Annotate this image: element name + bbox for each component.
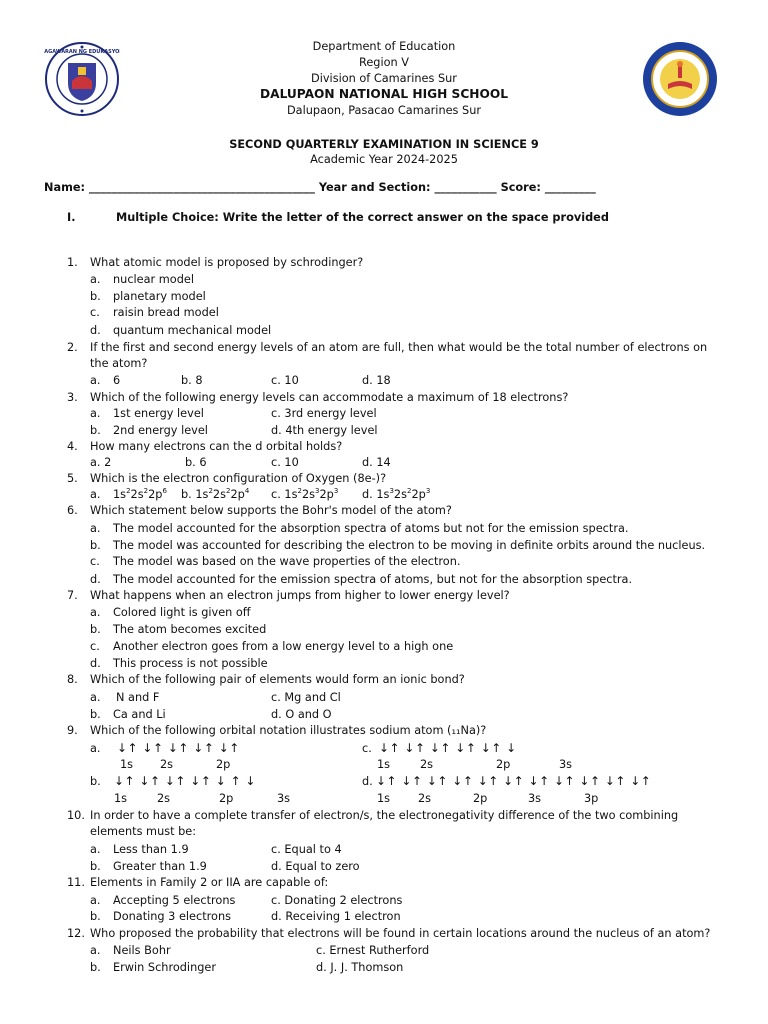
q11-choice-b-letter: b. bbox=[90, 910, 101, 923]
q9-choice-c-arrows: ↓↑ ↓↑ ↓↑ ↓↑ ↓↑ ↓ bbox=[379, 741, 517, 755]
q3-choice-a: 1st energy level bbox=[113, 407, 204, 420]
q5-choice-b: b. $1s^22s^22p^4$ bbox=[181, 487, 250, 501]
q12-choice-a-letter: a. bbox=[90, 944, 101, 957]
q4-choice-b: b. 6 bbox=[185, 456, 207, 469]
q9-choice-d-letter: d. bbox=[362, 775, 373, 788]
q9-choice-b-letter: b. bbox=[90, 775, 101, 788]
q6-choice-d-letter: d. bbox=[90, 573, 101, 586]
q9-a-label-2p: 2p bbox=[216, 758, 231, 771]
q5-choice-a-letter: a. bbox=[90, 488, 101, 501]
q9-c-label-3s: 3s bbox=[559, 758, 573, 771]
q1-choice-d-letter: d. bbox=[90, 324, 101, 337]
q9-c-label-2s: 2s bbox=[420, 758, 434, 771]
q10-choice-c: c. Equal to 4 bbox=[271, 843, 342, 856]
q5-number: 5. bbox=[67, 472, 78, 485]
section-title: Multiple Choice: Write the letter of the correct answer on the space provided bbox=[116, 211, 609, 224]
score-label: Score: bbox=[500, 181, 541, 194]
q1-choice-c: raisin bread model bbox=[113, 306, 219, 319]
region-line: Region V bbox=[359, 56, 409, 69]
q6-choice-b: The model was accounted for describing the electron to be moving in definite orbits around the nucleus. bbox=[113, 539, 706, 552]
q9-choice-a-arrows: ↓↑ ↓↑ ↓↑ ↓↑ ↓↑ bbox=[117, 741, 240, 755]
q12-text: Who proposed the probability that electrons will be found in certain locations around the nucleus of an atom? bbox=[90, 927, 711, 940]
q2-choice-d: d. 18 bbox=[362, 374, 391, 387]
q9-a-label-2s: 2s bbox=[160, 758, 174, 771]
q11-choice-b: Donating 3 electrons bbox=[113, 910, 231, 923]
q3-text: Which of the following energy levels can accommodate a maximum of 18 electrons? bbox=[90, 391, 569, 404]
q9-text: Which of the following orbital notation illustrates sodium atom (₁₁Na)? bbox=[90, 724, 487, 737]
q10-choice-d: d. Equal to zero bbox=[271, 860, 360, 873]
q9-b-label-2s: 2s bbox=[157, 792, 171, 805]
q9-choice-c-letter: c. bbox=[362, 742, 372, 755]
q11-choice-d: d. Receiving 1 electron bbox=[271, 910, 401, 923]
q9-choice-b-arrows: ↓↑ ↓↑ ↓↑ ↓↑ ↓ ↑ ↓ bbox=[114, 774, 256, 788]
q1-choice-a: nuclear model bbox=[113, 273, 194, 286]
q3-choice-c: c. 3rd energy level bbox=[271, 407, 377, 420]
q9-d-label-2p: 2p bbox=[473, 792, 488, 805]
q6-number: 6. bbox=[67, 504, 78, 517]
section-number: I. bbox=[67, 211, 76, 224]
q3-choice-d: d. 4th energy level bbox=[271, 424, 378, 437]
q2-text-line2: the atom? bbox=[90, 357, 148, 370]
q7-number: 7. bbox=[67, 589, 78, 602]
q10-choice-b-letter: b. bbox=[90, 860, 101, 873]
q6-choice-d: The model accounted for the emission spectra of atoms, but not for the absorption spectra. bbox=[113, 573, 633, 586]
q9-b-label-2p: 2p bbox=[219, 792, 234, 805]
q5-choice-c: c. $1s^22s^32p^3$ bbox=[271, 487, 339, 501]
q10-text-line1: In order to have a complete transfer of electron/s, the electronegativity difference of the two combining bbox=[90, 809, 679, 822]
q9-b-label-3s: 3s bbox=[277, 792, 291, 805]
q6-choice-a-letter: a. bbox=[90, 522, 101, 535]
q8-choice-c: c. Mg and Cl bbox=[271, 691, 341, 704]
q1-number: 1. bbox=[67, 256, 78, 269]
q12-choice-d: d. J. J. Thomson bbox=[316, 961, 404, 974]
q12-choice-c: c. Ernest Rutherford bbox=[316, 944, 430, 957]
q2-choice-b: b. 8 bbox=[181, 374, 203, 387]
q5-choice-d: d. $1s^32s^22p^3$ bbox=[362, 487, 431, 501]
school-name: DALUPAON NATIONAL HIGH SCHOOL bbox=[260, 87, 508, 101]
q9-d-label-3s: 3s bbox=[528, 792, 542, 805]
q2-choice-a-letter: a. bbox=[90, 374, 101, 387]
q10-choice-a-letter: a. bbox=[90, 843, 101, 856]
q1-text: What atomic model is proposed by schrodinger? bbox=[90, 256, 364, 269]
student-info-line bbox=[44, 181, 596, 195]
q11-choice-c: c. Donating 2 electrons bbox=[271, 894, 403, 907]
school-address: Dalupaon, Pasacao Camarines Sur bbox=[286, 104, 482, 117]
q12-choice-b: Erwin Schrodinger bbox=[113, 961, 216, 974]
q12-number: 12. bbox=[67, 927, 85, 940]
q8-choice-a: N and F bbox=[116, 691, 160, 704]
q4-choice-a: a. 2 bbox=[90, 456, 112, 469]
q11-choice-a-letter: a. bbox=[90, 894, 101, 907]
q2-text-line1: If the first and second energy levels of an atom are full, then what would be the total number of electrons on bbox=[90, 341, 708, 354]
name-label: Name: bbox=[44, 181, 86, 194]
q8-choice-b-letter: b. bbox=[90, 708, 101, 721]
q8-choice-b: Ca and Li bbox=[113, 708, 166, 721]
svg-text:KAGAWARAN NG EDUKASYON: KAGAWARAN NG EDUKASYON bbox=[44, 49, 120, 55]
q9-b-label-1s: 1s bbox=[114, 792, 128, 805]
q10-number: 10. bbox=[67, 809, 85, 822]
year-section-field[interactable]: ___________ bbox=[434, 181, 497, 194]
q3-choice-b-letter: b. bbox=[90, 424, 101, 437]
q12-choice-b-letter: b. bbox=[90, 961, 101, 974]
department-line: Department of Education bbox=[312, 40, 456, 53]
score-field[interactable]: _________ bbox=[544, 181, 596, 194]
q9-c-label-2p: 2p bbox=[496, 758, 511, 771]
q9-a-label-1s: 1s bbox=[120, 758, 134, 771]
q4-text: How many electrons can the d orbital holds? bbox=[90, 440, 343, 453]
q6-text: Which statement below supports the Bohr's model of the atom? bbox=[90, 504, 452, 517]
q8-number: 8. bbox=[67, 673, 78, 686]
q9-choice-d-arrows: ↓↑ ↓↑ ↓↑ ↓↑ ↓↑ ↓↑ ↓↑ ↓↑ ↓↑ ↓↑ ↓↑ bbox=[376, 774, 652, 788]
q6-choice-c-letter: c. bbox=[90, 555, 100, 568]
q7-choice-a: Colored light is given off bbox=[113, 606, 251, 619]
q7-choice-b-letter: b. bbox=[90, 623, 101, 636]
q4-choice-d: d. 14 bbox=[362, 456, 391, 469]
q9-d-label-2s: 2s bbox=[418, 792, 432, 805]
q8-choice-d: d. O and O bbox=[271, 708, 332, 721]
q10-choice-b: Greater than 1.9 bbox=[113, 860, 207, 873]
q7-choice-a-letter: a. bbox=[90, 606, 101, 619]
q7-choice-d-letter: d. bbox=[90, 657, 101, 670]
q11-choice-a: Accepting 5 electrons bbox=[113, 894, 236, 907]
q7-choice-c-letter: c. bbox=[90, 640, 100, 653]
q9-c-label-1s: 1s bbox=[377, 758, 391, 771]
q9-number: 9. bbox=[67, 724, 78, 737]
academic-year: Academic Year 2024-2025 bbox=[310, 153, 458, 166]
q2-choice-c: c. 10 bbox=[271, 374, 299, 387]
q5-choice-a: $1s^22s^22p^6$ bbox=[113, 487, 167, 501]
q6-choice-b-letter: b. bbox=[90, 539, 101, 552]
q12-choice-a: Neils Bohr bbox=[113, 944, 171, 957]
q4-number: 4. bbox=[67, 440, 78, 453]
q10-choice-a: Less than 1.9 bbox=[113, 843, 189, 856]
q1-choice-a-letter: a. bbox=[90, 273, 101, 286]
name-field[interactable]: ________________________________________ bbox=[88, 181, 315, 194]
q7-choice-c: Another electron goes from a low energy level to a high one bbox=[113, 640, 454, 653]
q3-choice-a-letter: a. bbox=[90, 407, 101, 420]
q2-number: 2. bbox=[67, 341, 78, 354]
q7-choice-b: The atom becomes excited bbox=[113, 623, 267, 636]
q8-text: Which of the following pair of elements would form an ionic bond? bbox=[90, 673, 465, 686]
q6-choice-c: The model was based on the wave properties of the electron. bbox=[113, 555, 461, 568]
q11-number: 11. bbox=[67, 876, 85, 889]
q1-choice-c-letter: c. bbox=[90, 306, 100, 319]
q10-text-line2: elements must be: bbox=[90, 825, 197, 838]
q5-text: Which is the electron configuration of Oxygen (8e-)? bbox=[90, 472, 387, 485]
q1-choice-b-letter: b. bbox=[90, 290, 101, 303]
q6-choice-a: The model accounted for the absorption spectra of atoms but not for the emission spectra. bbox=[113, 522, 629, 535]
year-section-label: Year and Section: bbox=[318, 181, 431, 194]
q3-number: 3. bbox=[67, 391, 78, 404]
q4-choice-c: c. 10 bbox=[271, 456, 299, 469]
q1-choice-b: planetary model bbox=[113, 290, 206, 303]
q7-choice-d: This process is not possible bbox=[113, 657, 268, 670]
q9-choice-a-letter: a. bbox=[90, 742, 101, 755]
division-line: Division of Camarines Sur bbox=[311, 72, 457, 85]
q8-choice-a-letter: a. bbox=[90, 691, 101, 704]
q9-d-label-3p: 3p bbox=[584, 792, 599, 805]
q9-d-label-1s: 1s bbox=[377, 792, 391, 805]
q3-choice-b: 2nd energy level bbox=[113, 424, 208, 437]
q7-text: What happens when an electron jumps from higher to lower energy level? bbox=[90, 589, 510, 602]
q11-text: Elements in Family 2 or IIA are capable of: bbox=[90, 876, 329, 889]
q1-choice-d: quantum mechanical model bbox=[113, 324, 272, 337]
q2-choice-a: 6 bbox=[113, 374, 121, 387]
exam-title: SECOND QUARTERLY EXAMINATION IN SCIENCE 9 bbox=[229, 138, 539, 151]
